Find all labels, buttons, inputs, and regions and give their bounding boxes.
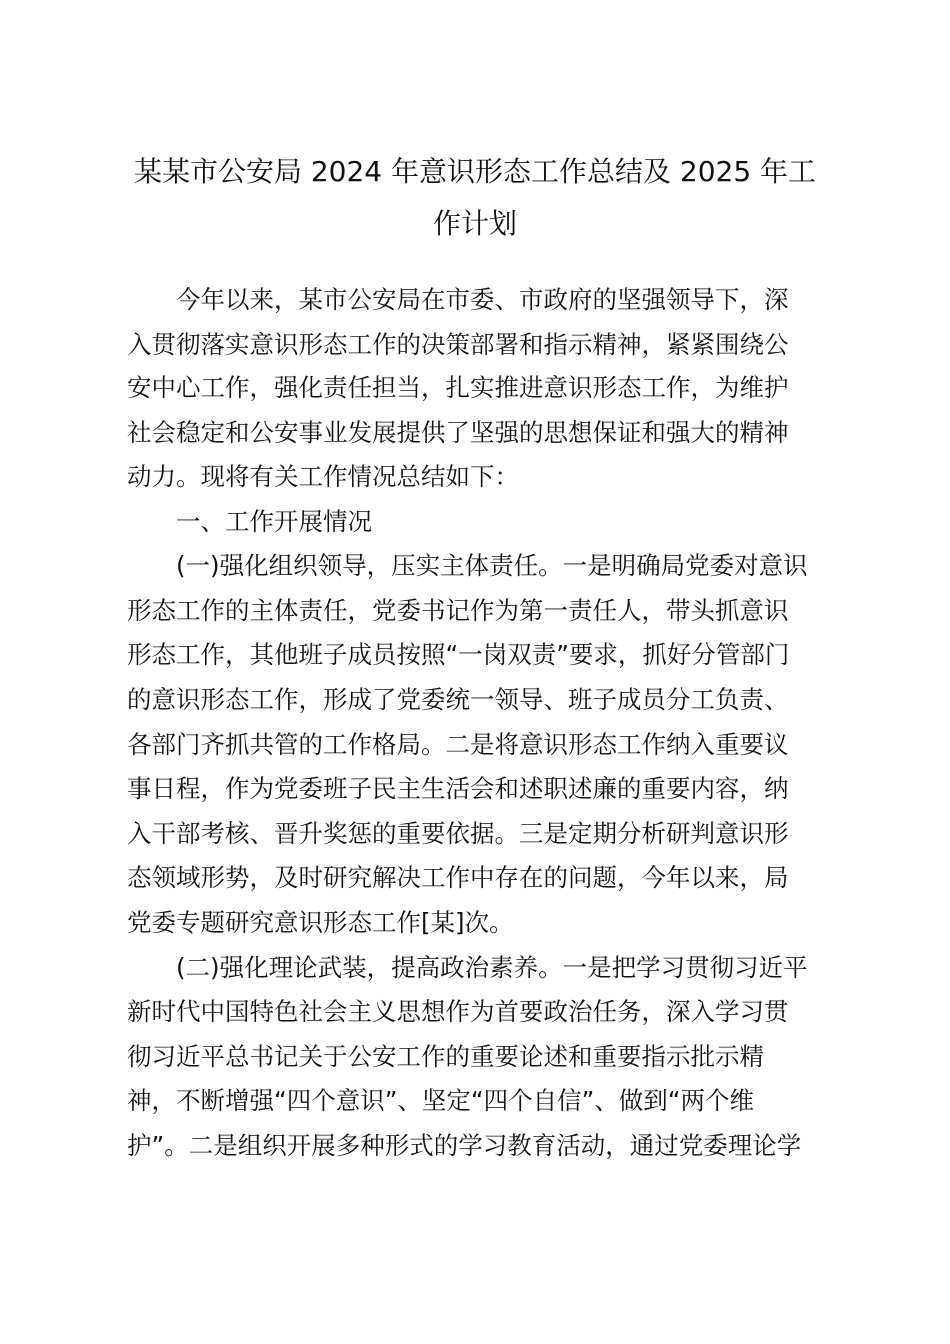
- document-title-line-1: 某某市公安局 2024 年意识形态工作总结及 2025 年工: [133, 155, 817, 188]
- document-title-line-2: 作计划: [432, 207, 517, 240]
- body-line-10: 的意识形态工作，形成了党委统一领导、班子成员分工负责、: [127, 685, 789, 714]
- body-line-1: 今年以来，某市公安局在市委、市政府的坚强领导下，深: [176, 285, 789, 314]
- body-line-15: 党委专题研究意识形态工作[某]次。: [127, 908, 514, 937]
- body-line-12: 事日程，作为党委班子民主生活会和述职述廉的重要内容，纳: [127, 774, 789, 803]
- body-line-13: 入干部考核、晋升奖惩的重要依据。三是定期分析研判意识形: [127, 819, 789, 848]
- body-line-11: 各部门齐抓共管的工作格局。二是将意识形态工作纳入重要议: [127, 730, 789, 759]
- body-line-18: 彻习近平总书记关于公安工作的重要论述和重要指示批示精: [127, 1042, 764, 1071]
- body-line-19: 神，不断增强“四个意识”、坚定“四个自信”、做到“两个维: [127, 1086, 754, 1115]
- body-line-20: 护”。二是组织开展多种形式的学习教育活动，通过党委理论学: [127, 1131, 802, 1160]
- body-line-16: (二)强化理论武装，提高政治素养。一是把学习贯彻习近平: [176, 953, 808, 982]
- body-line-2: 入贯彻落实意识形态工作的决策部署和指示精神，紧紧围绕公: [127, 330, 789, 359]
- body-line-5: 动力。现将有关工作情况总结如下：: [127, 462, 519, 491]
- body-line-14: 态领域形势，及时研究解决工作中存在的问题，今年以来，局: [127, 863, 789, 892]
- body-line-9: 形态工作，其他班子成员按照“一岗双责”要求，抓好分管部门: [127, 640, 790, 669]
- body-line-4: 社会稳定和公安事业发展提供了坚强的思想保证和强大的精神: [127, 418, 789, 447]
- body-line-3: 安中心工作，强化责任担当，扎实推进意识形态工作，为维护: [127, 373, 789, 402]
- body-line-8: 形态工作的主体责任，党委书记作为第一责任人，带头抓意识: [127, 596, 789, 625]
- body-line-17: 新时代中国特色社会主义思想作为首要政治任务，深入学习贯: [127, 997, 789, 1026]
- section-heading-1: 一、工作开展情况: [176, 507, 372, 536]
- body-line-7: (一)强化组织领导，压实主体责任。一是明确局党委对意识: [176, 551, 808, 580]
